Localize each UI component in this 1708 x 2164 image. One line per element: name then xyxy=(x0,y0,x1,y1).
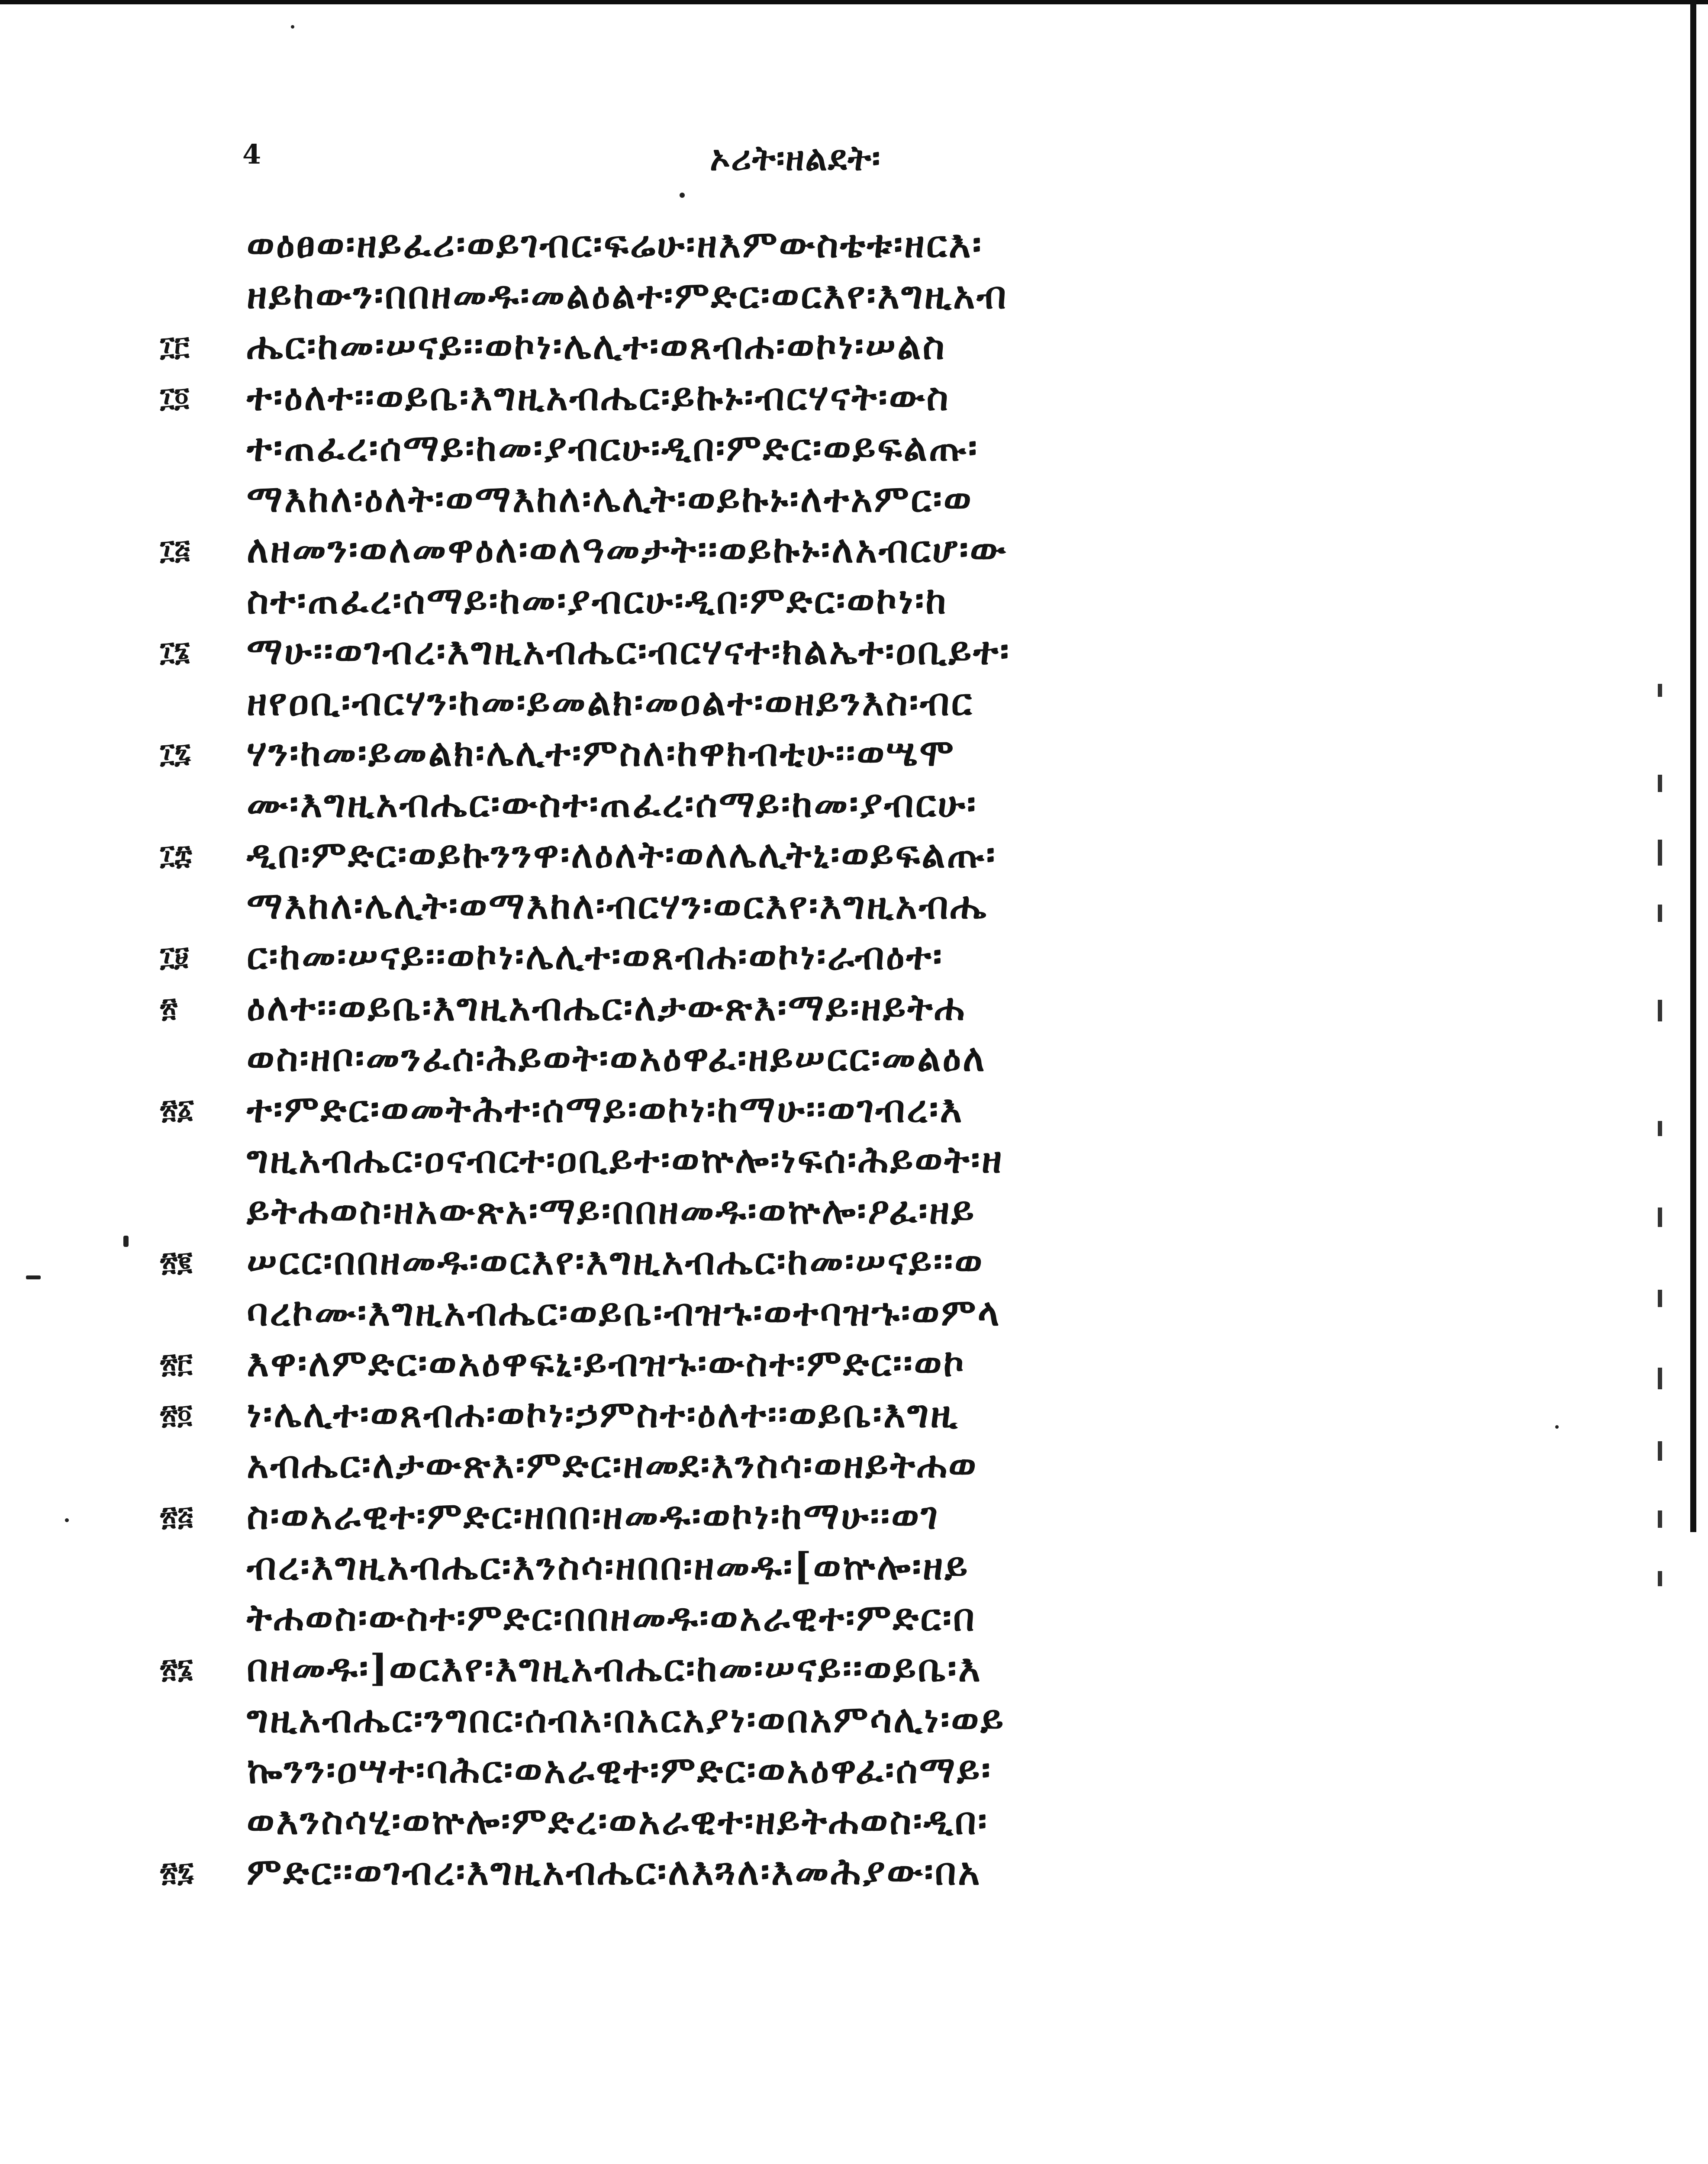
running-head: ኦሪት፡ዘልደት፡ xyxy=(710,138,881,178)
text-line xyxy=(160,371,1502,423)
line-text: ይትሐወስ፡ዘአውጽአ፡ማይ፡በበዘመዱ፡ወኵሎ፡ዖፈ፡ዘይ xyxy=(247,1188,976,1233)
verse-number: ፲፰ xyxy=(160,839,192,870)
line-text: ዲበ፡ምድር፡ወይኩንንዋ፡ለዕለት፡ወለሌሊትኒ፡ወይፍልጡ፡ xyxy=(247,833,997,876)
verse-number: ፳፫ xyxy=(160,1347,193,1379)
ink-speck xyxy=(123,1236,129,1247)
bleed-mark xyxy=(1658,1290,1662,1307)
line-text: ዕለተ፡፡ወይቤ፡እግዚአብሔር፡ለታውጽእ፡ማይ፡ዘይትሐ xyxy=(247,985,966,1029)
text-line xyxy=(160,931,1502,982)
text-line xyxy=(160,270,1502,322)
line-text: ሙ፡እግዚአብሔር፡ውስተ፡ጠፈረ፡ሰማይ፡ከመ፡ያብርሁ፡ xyxy=(247,782,978,826)
line-text: ማሁ፡፡ወገብረ፡እግዚአብሔር፡ብርሃናተ፡ክልኤተ፡ዐቢይተ፡ xyxy=(247,629,1011,673)
ink-speck xyxy=(65,1518,69,1522)
text-line xyxy=(160,1744,1502,1796)
verse-number: ፲፱ xyxy=(160,940,189,972)
top-edge-rule xyxy=(0,0,1708,4)
verse-number: ፳ xyxy=(160,991,178,1023)
text-line xyxy=(160,676,1502,728)
text-line xyxy=(160,1694,1502,1745)
text-line xyxy=(160,1287,1502,1339)
line-text: ነ፡ሌሊተ፡ወጸብሐ፡ወኮነ፡ኃምስተ፡ዕለተ፡፡ወይቤ፡እግዚ xyxy=(247,1392,959,1436)
scan-right-edge-bar xyxy=(1690,0,1696,1532)
text-line xyxy=(160,727,1502,779)
line-text: አብሔር፡ለታውጽእ፡ምድር፡ዘመደ፡እንስሳ፡ወዘይትሐወ xyxy=(247,1443,978,1487)
line-text: ዘየዐቢ፡ብርሃን፡ከመ፡ይመልክ፡መዐልተ፡ወዘይንእስ፡ብር xyxy=(247,680,974,724)
text-line xyxy=(160,1032,1502,1084)
bleed-mark xyxy=(1658,1571,1662,1586)
text-line xyxy=(160,778,1502,830)
line-text: ለዘመን፡ወለመዋዕለ፡ወለዓመታት፡፡ወይኩኑ፡ለአብርሆ፡ው xyxy=(247,528,1008,571)
verse-number: ፲፯ xyxy=(160,737,191,769)
line-text: ትሐወስ፡ውስተ፡ምድር፡በበዘመዱ፡ወአራዊተ፡ምድር፡በ xyxy=(247,1595,976,1639)
verse-number: ፳፩ xyxy=(160,1093,194,1125)
line-text: ሔር፡ከመ፡ሠናይ፡፡ወኮነ፡ሌሊተ፡ወጸብሐ፡ወኮነ፡ሠልስ xyxy=(247,324,947,368)
text-line xyxy=(160,1236,1502,1288)
text-line xyxy=(160,320,1502,372)
line-text: ተ፡ምድር፡ወመትሕተ፡ሰማይ፡ወኮነ፡ከማሁ፡፡ወገብረ፡እ xyxy=(247,1087,964,1131)
text-line xyxy=(160,982,1502,1034)
bleed-mark xyxy=(1658,840,1662,866)
text-line xyxy=(160,1134,1502,1186)
text-line xyxy=(160,1439,1502,1491)
page-number: 4 xyxy=(242,138,261,170)
bleed-mark xyxy=(1658,775,1662,792)
text-line xyxy=(160,1541,1502,1593)
line-text: ር፡ከመ፡ሠናይ፡፡ወኮነ፡ሌሊተ፡ወጸብሐ፡ወኮነ፡ራብዕተ፡ xyxy=(247,934,944,978)
bleed-mark xyxy=(1658,1000,1662,1021)
ink-speck xyxy=(680,193,685,198)
line-text: ወዕፀወ፡ዘይፈሪ፡ወይገብር፡ፍሬሁ፡ዘእምውስቴቱ፡ዘርእ፡ xyxy=(247,222,983,266)
verse-number: ፲፬ xyxy=(160,381,190,413)
line-text: ወስ፡ዘቦ፡መንፈሰ፡ሕይወት፡ወአዕዋፈ፡ዘይሠርር፡መልዕለ xyxy=(247,1036,986,1080)
text-line xyxy=(160,1337,1502,1389)
text-line xyxy=(160,880,1502,932)
line-text: ማእከለ፡ሌሊት፡ወማእከለ፡ብርሃን፡ወርእየ፡እግዚአብሔ xyxy=(247,883,988,927)
line-text: ወእንስሳሂ፡ወኵሎ፡ምድረ፡ወአራዊተ፡ዘይትሐወስ፡ዲበ፡ xyxy=(247,1799,989,1843)
verse-number: ፲፭ xyxy=(160,534,190,565)
text-line xyxy=(160,422,1502,474)
ink-speck xyxy=(26,1275,41,1279)
verse-number: ፳፭ xyxy=(160,1500,193,1532)
bleed-mark xyxy=(1658,1368,1662,1389)
line-text: ዘይከውን፡በበዘመዱ፡መልዕልተ፡ምድር፡ወርእየ፡እግዚአብ xyxy=(247,273,1008,317)
text-line xyxy=(160,524,1502,576)
line-text: ግዚአብሔር፡ዐናብርተ፡ዐቢይተ፡ወኵሎ፡ነፍሰ፡ሕይወት፡ዘ xyxy=(247,1138,1004,1182)
bleed-mark xyxy=(1658,1510,1662,1528)
verse-number: ፲፫ xyxy=(160,330,190,362)
ink-speck xyxy=(291,25,294,29)
verse-number: ፳፯ xyxy=(160,1856,194,1887)
line-text: ሃን፡ከመ፡ይመልክ፡ሌሊተ፡ምስለ፡ከዋክብቲሁ፡፡ወሤሞ xyxy=(247,731,956,775)
text-line xyxy=(160,575,1502,627)
line-text: ግዚአብሔር፡ንግበር፡ሰብአ፡በአርአያነ፡ወበአምሳሊነ፡ወይ xyxy=(247,1697,1005,1741)
line-text: ኰንን፡ዐሣተ፡ባሕር፡ወአራዊተ፡ምድር፡ወአዕዋፈ፡ሰማይ፡ xyxy=(247,1748,992,1792)
line-text: ብረ፡እግዚአብሔር፡እንስሳ፡ዘበበ፡ዘመዱ፡[ወኵሎ፡ዘይ xyxy=(247,1545,970,1588)
text-line xyxy=(160,473,1502,525)
verse-number: ፳፮ xyxy=(160,1652,193,1684)
bleed-mark xyxy=(1658,905,1662,922)
line-text: ባረኮሙ፡እግዚአብሔር፡ወይቤ፡ብዝኁ፡ወተባዝኁ፡ወምላ xyxy=(247,1290,1001,1334)
line-text: ምድር፡፡ወገብረ፡እግዚአብሔር፡ለእጓለ፡እመሕያው፡በአ xyxy=(247,1850,982,1894)
line-text: እዋ፡ለምድር፡ወአዕዋፍኒ፡ይብዝኁ፡ውስተ፡ምድር፡፡ወኮ xyxy=(247,1341,966,1385)
bleed-mark xyxy=(1658,1121,1662,1136)
text-line xyxy=(160,219,1502,270)
line-text: ተ፡ዕለተ፡፡ወይቤ፡እግዚአብሔር፡ይኩኑ፡ብርሃናት፡ውስ xyxy=(247,375,950,419)
text-line xyxy=(160,1083,1502,1135)
text-line xyxy=(160,829,1502,881)
ink-speck xyxy=(1555,1425,1559,1429)
bleed-mark xyxy=(1658,1441,1662,1461)
line-text: ሠርር፡በበዘመዱ፡ወርእየ፡እግዚአብሔር፡ከመ፡ሠናይ፡፡ወ xyxy=(247,1240,984,1283)
text-line xyxy=(160,1388,1502,1440)
text-line xyxy=(160,1592,1502,1644)
line-text: በዘመዱ፡]ወርእየ፡እግዚአብሔር፡ከመ፡ሠናይ፡፡ወይቤ፡እ xyxy=(247,1646,982,1690)
text-line xyxy=(160,1795,1502,1847)
text-line xyxy=(160,1185,1502,1237)
verse-number: ፳፪ xyxy=(160,1246,192,1277)
text-line xyxy=(160,1642,1502,1694)
text-line xyxy=(160,625,1502,677)
text-line xyxy=(160,1846,1502,1898)
line-text: ተ፡ጠፈረ፡ሰማይ፡ከመ፡ያብርሁ፡ዲበ፡ምድር፡ወይፍልጡ፡ xyxy=(247,426,979,470)
verse-number: ፳፬ xyxy=(160,1398,193,1430)
bleed-mark xyxy=(1658,1208,1662,1227)
text-line xyxy=(160,1490,1502,1542)
bleed-mark xyxy=(1658,684,1662,697)
line-text: ስ፡ወአራዊተ፡ምድር፡ዘበበ፡ዘመዱ፡ወኮነ፡ከማሁ፡፡ወገ xyxy=(247,1494,940,1538)
verse-number: ፲፮ xyxy=(160,635,190,667)
line-text: ማእከለ፡ዕለት፡ወማእከለ፡ሌሊት፡ወይኩኑ፡ለተአምር፡ወ xyxy=(247,477,973,521)
line-text: ስተ፡ጠፈረ፡ሰማይ፡ከመ፡ያብርሁ፡ዲበ፡ምድር፡ወኮነ፡ከ xyxy=(247,578,948,622)
